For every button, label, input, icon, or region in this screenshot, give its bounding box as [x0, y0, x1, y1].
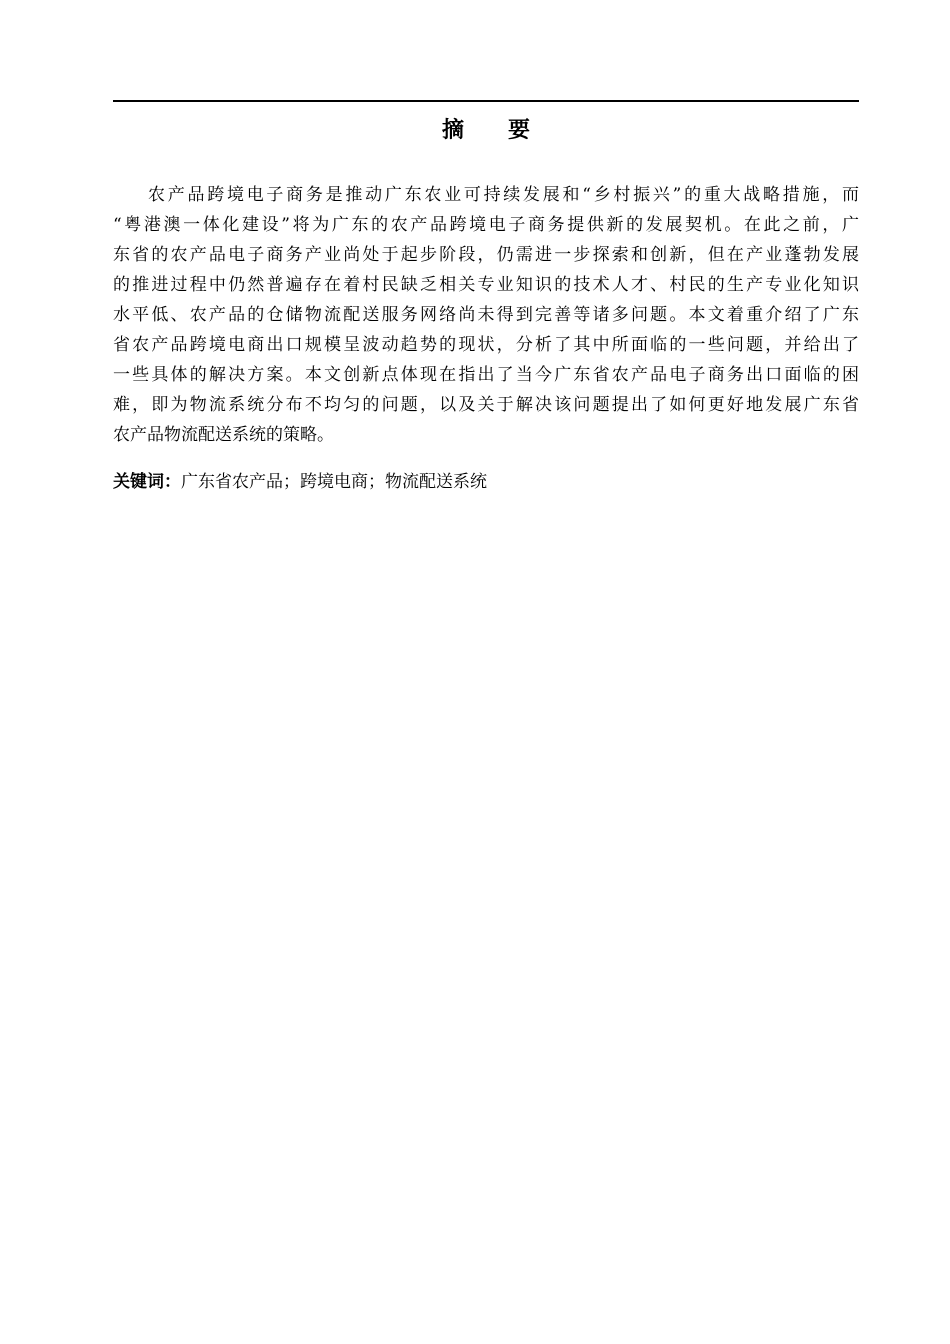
keywords-line — [113, 467, 859, 497]
header-rule — [113, 100, 859, 102]
abstract-line: 水平低、农产品的仓储物流配送服务网络尚未得到完善等诸多问题。本文着重介绍了广东 — [113, 305, 859, 325]
abstract-line: 一些具体的解决方案。本文创新点体现在指出了当今广东省农产品电子商务出口面临的困 — [113, 365, 859, 385]
abstract-line: 农产品物流配送系统的策略。 — [113, 425, 334, 445]
title-char-1: 摘 — [441, 118, 464, 143]
title-char-2: 要 — [508, 118, 531, 143]
abstract-title — [113, 114, 859, 148]
abstract-paragraph — [113, 180, 859, 450]
abstract-line: 难，即为物流系统分布不均匀的问题，以及关于解决该问题提出了如何更好地发展广东省 — [113, 395, 859, 415]
abstract-line: 的推进过程中仍然普遍存在着村民缺乏相关专业知识的技术人才、村民的生产专业化知识 — [113, 275, 859, 295]
keywords-label: 关键词： — [113, 472, 181, 492]
abstract-line: 省农产品跨境电商出口规模呈波动趋势的现状，分析了其中所面临的一些问题，并给出了 — [113, 335, 859, 355]
keywords-value: 广东省农产品；跨境电商；物流配送系统 — [181, 472, 487, 492]
abstract-line: 农产品跨境电子商务是推动广东农业可持续发展和“乡村振兴”的重大战略措施，而 — [148, 185, 859, 205]
abstract-line: 东省的农产品电子商务产业尚处于起步阶段，仍需进一步探索和创新，但在产业蓬勃发展 — [113, 245, 859, 265]
abstract-line: “粤港澳一体化建设”将为广东的农产品跨境电子商务提供新的发展契机。在此之前，广 — [113, 215, 859, 235]
